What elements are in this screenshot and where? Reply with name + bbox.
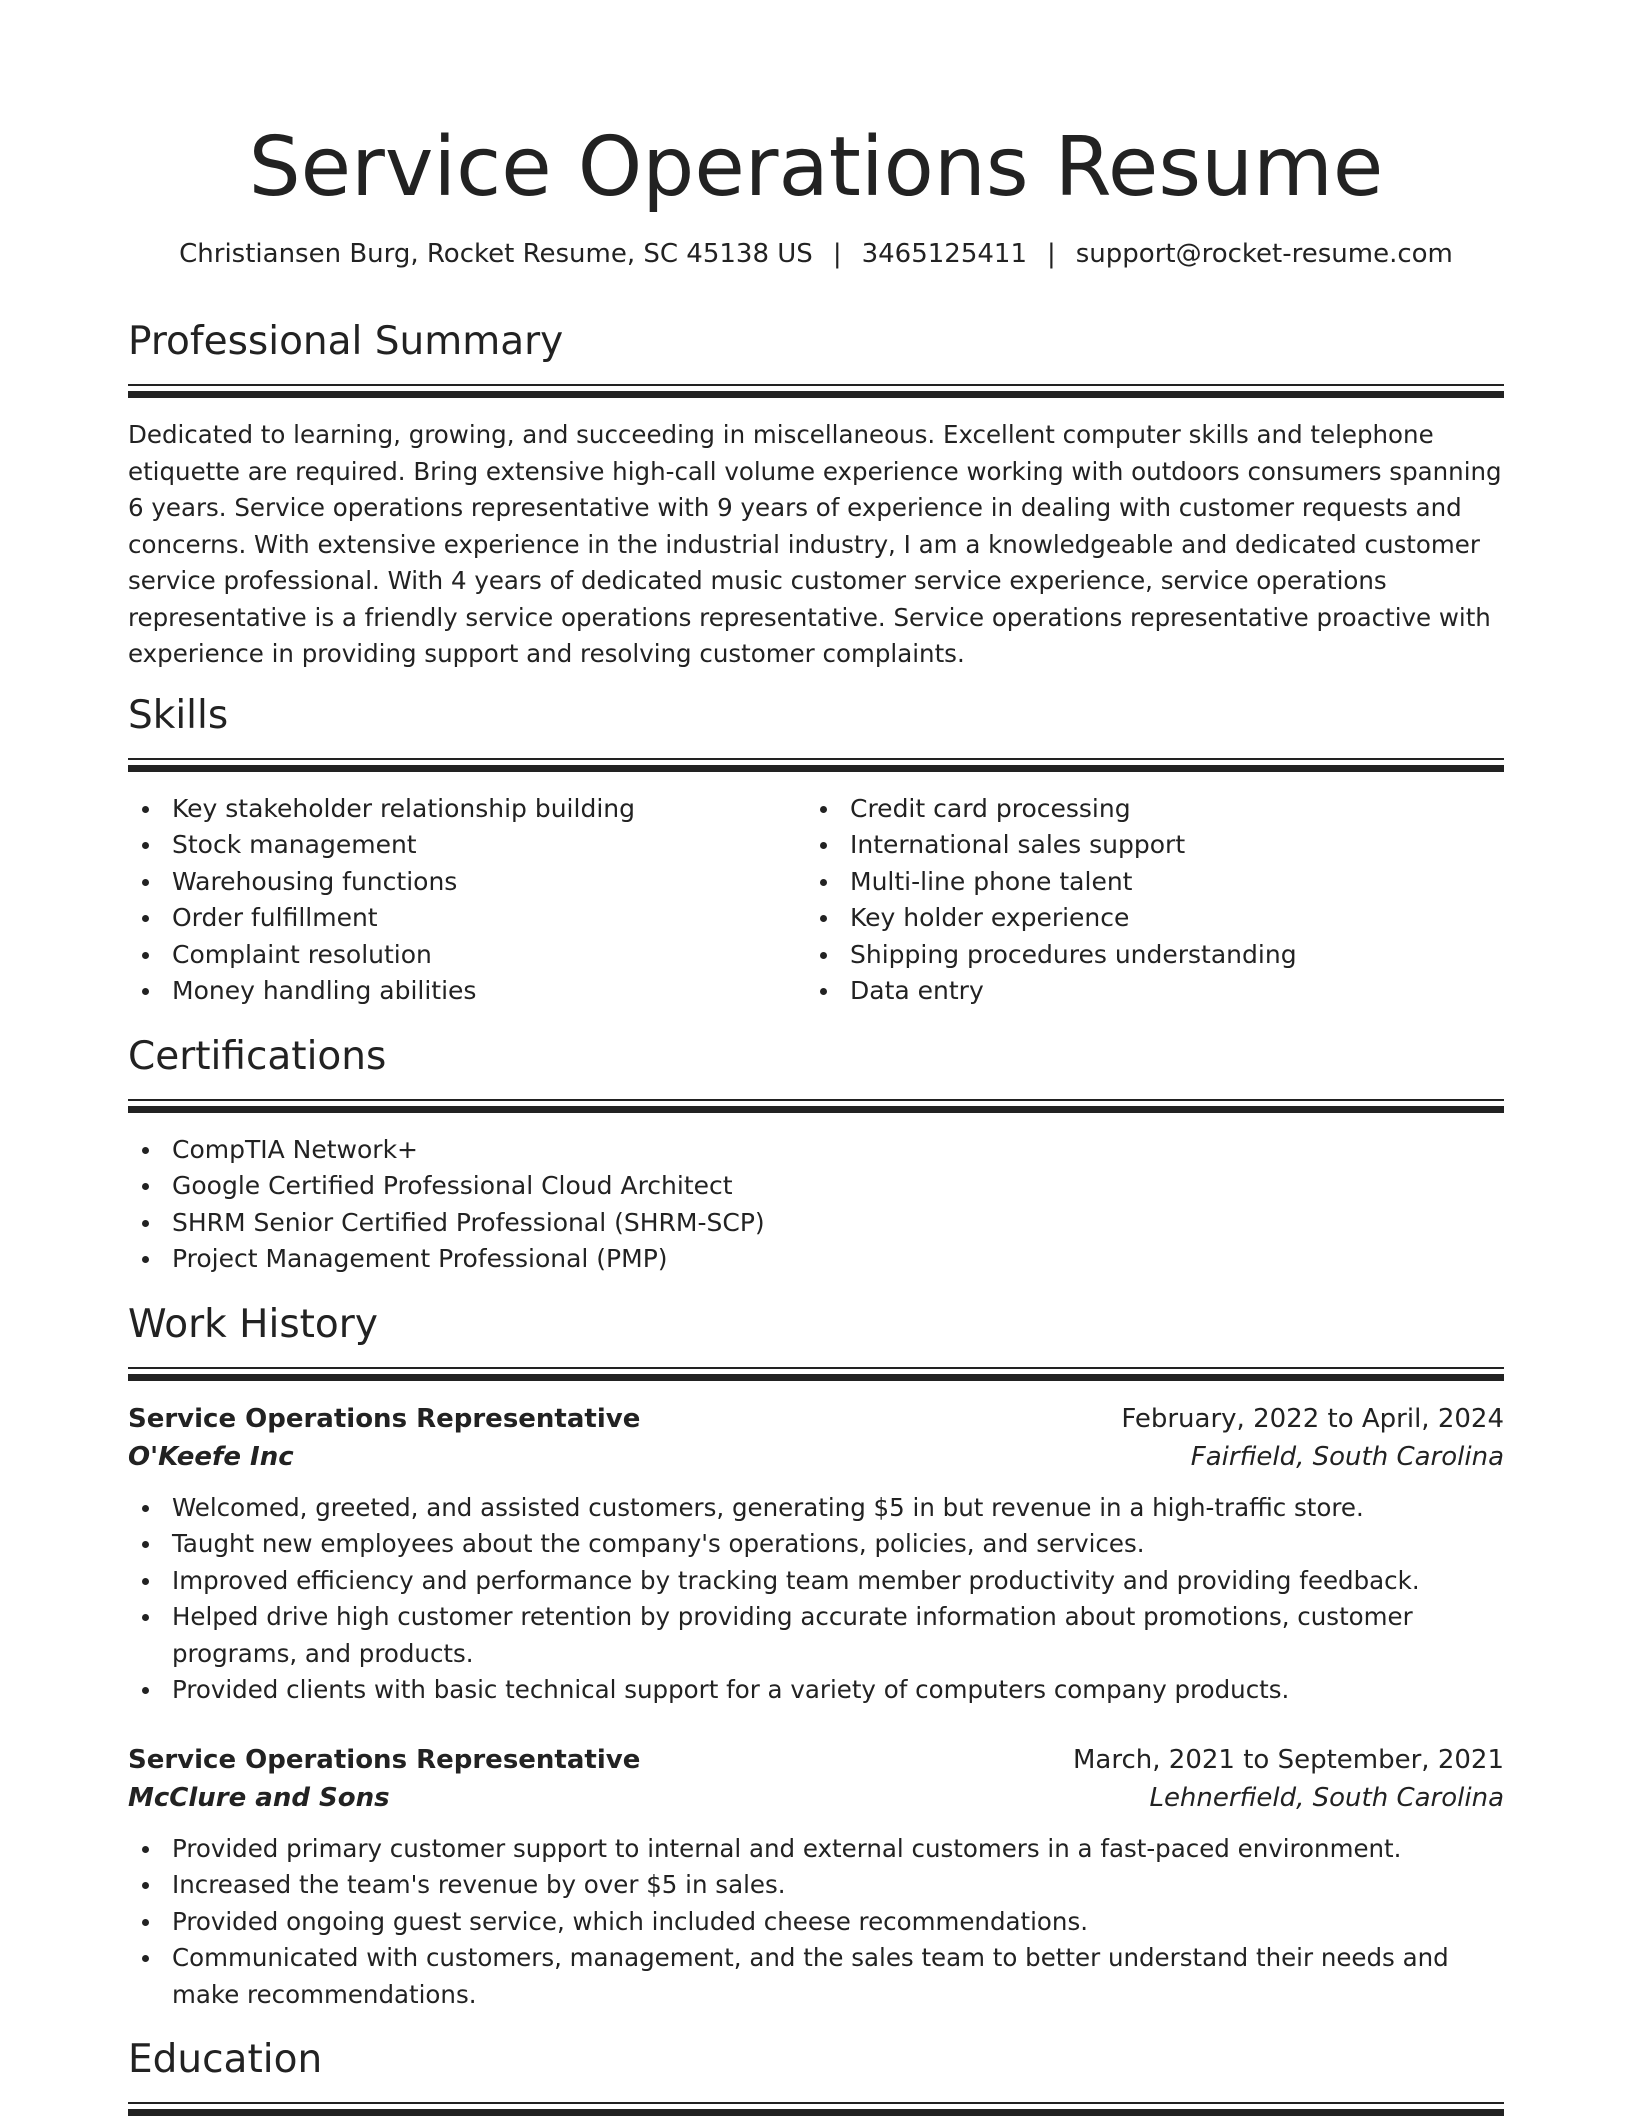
skills-list-right: [806, 791, 1484, 1010]
job-bullet-list: [128, 1831, 1504, 2014]
section-work-history: [128, 1301, 1504, 2014]
job-bullet: Provided primary customer support to internal and external customers in a fast-paced environment.: [128, 1831, 1504, 1868]
job-subheader: [128, 1779, 1504, 1817]
section-education: [128, 2036, 1504, 2117]
resume-page: [128, 0, 1504, 2117]
job-bullet: Taught new employees about the company's operations, policies, and services.: [128, 1526, 1504, 1563]
contact-separator: |: [832, 239, 842, 269]
job-bullet: Welcomed, greeted, and assisted customers, generating $5 in but revenue in a high-traffic store.: [128, 1490, 1504, 1527]
job-dates: March, 2021 to September, 2021: [1073, 1744, 1504, 1775]
job-header: [128, 1741, 1504, 1779]
certification-item: SHRM Senior Certified Professional (SHRM-SCP): [128, 1205, 1504, 1242]
skill-item: Key stakeholder relationship building: [128, 791, 806, 828]
job-header: [128, 1400, 1504, 1438]
certification-item: Project Management Professional (PMP): [128, 1241, 1504, 1278]
resume-title: Service Operations Resume: [248, 120, 1384, 215]
section-skills: [128, 692, 1504, 1010]
contact-address: Christiansen Burg, Rocket Resume, SC 45138 US: [179, 239, 813, 269]
job-bullet: Helped drive high customer retention by providing accurate information about promotions, customer programs, and products.: [128, 1599, 1504, 1672]
job-bullet: Increased the team's revenue by over $5 in sales.: [128, 1867, 1504, 1904]
section-divider: [128, 384, 1504, 399]
skills-columns: [128, 791, 1504, 1010]
skill-item: Complaint resolution: [128, 937, 806, 974]
skill-item: Order fulfillment: [128, 900, 806, 937]
job-company: McClure and Sons: [128, 1782, 390, 1813]
job-bullet: Communicated with customers, management, and the sales team to better understand their needs and make recommendations.: [128, 1940, 1504, 2013]
certification-item: CompTIA Network+: [128, 1132, 1504, 1169]
contact-email: support@rocket-resume.com: [1075, 239, 1453, 269]
section-heading-summary: Professional Summary: [128, 319, 564, 364]
job-company: O'Keefe Inc: [128, 1441, 294, 1472]
skill-item: Multi-line phone talent: [806, 864, 1484, 901]
job-title: Service Operations Representative: [128, 1403, 641, 1434]
job-entry: [128, 1400, 1504, 1709]
section-heading-work-history: Work History: [128, 1301, 378, 1347]
contact-phone: 3465125411: [861, 239, 1027, 269]
job-dates: February, 2022 to April, 2024: [1121, 1403, 1504, 1434]
skill-item: Warehousing functions: [128, 864, 806, 901]
section-heading-skills: Skills: [128, 692, 229, 738]
contact-line: [128, 236, 1504, 272]
job-title: Service Operations Representative: [128, 1744, 641, 1775]
contact-separator: |: [1047, 239, 1056, 269]
section-divider: [128, 1367, 1504, 1382]
job-location: Fairfield, South Carolina: [1190, 1441, 1504, 1472]
section-heading-certifications: Certifications: [128, 1033, 387, 1079]
job-bullet-list: [128, 1490, 1504, 1709]
job-bullet: Provided ongoing guest service, which included cheese recommendations.: [128, 1904, 1504, 1941]
skill-item: Stock management: [128, 827, 806, 864]
section-professional-summary: [128, 318, 1504, 673]
skill-item: Credit card processing: [806, 791, 1484, 828]
skill-item: Money handling abilities: [128, 973, 806, 1010]
job-subheader: [128, 1438, 1504, 1476]
certifications-list: [128, 1132, 1504, 1278]
summary-paragraph: Dedicated to learning, growing, and succeeding in miscellaneous. Excellent computer skills and telephone etiquette are required. Bring extensive high-call volume experience working with outdoors consumers spanning 6 years. Service operations representative with 9 years of experience in dealing with customer requests and concerns. With extensive experience in the industrial industry, I am a knowledgeable and dedicated customer service professional. With 4 years of dedicated music customer service experience, service operations representative is a friendly service operations representative. Service operations representative proactive with experience in providing support and resolving customer complaints.: [128, 420, 1502, 668]
skill-item: Shipping procedures understanding: [806, 937, 1484, 974]
section-divider: [128, 1099, 1504, 1114]
section-certifications: [128, 1033, 1504, 1278]
job-location: Lehnerfield, South Carolina: [1149, 1782, 1504, 1813]
job-bullet: Provided clients with basic technical support for a variety of computers company products.: [128, 1672, 1504, 1709]
job-entry: [128, 1741, 1504, 2014]
skill-item: International sales support: [806, 827, 1484, 864]
section-heading-education: Education: [128, 2037, 323, 2082]
job-bullet: Improved efficiency and performance by tracking team member productivity and providing feedback.: [128, 1563, 1504, 1600]
skills-list-left: [128, 791, 806, 1010]
skill-item: Data entry: [806, 973, 1484, 1010]
section-divider: [128, 2102, 1504, 2117]
skill-item: Key holder experience: [806, 900, 1484, 937]
certification-item: Google Certified Professional Cloud Architect: [128, 1168, 1504, 1205]
section-divider: [128, 758, 1504, 773]
